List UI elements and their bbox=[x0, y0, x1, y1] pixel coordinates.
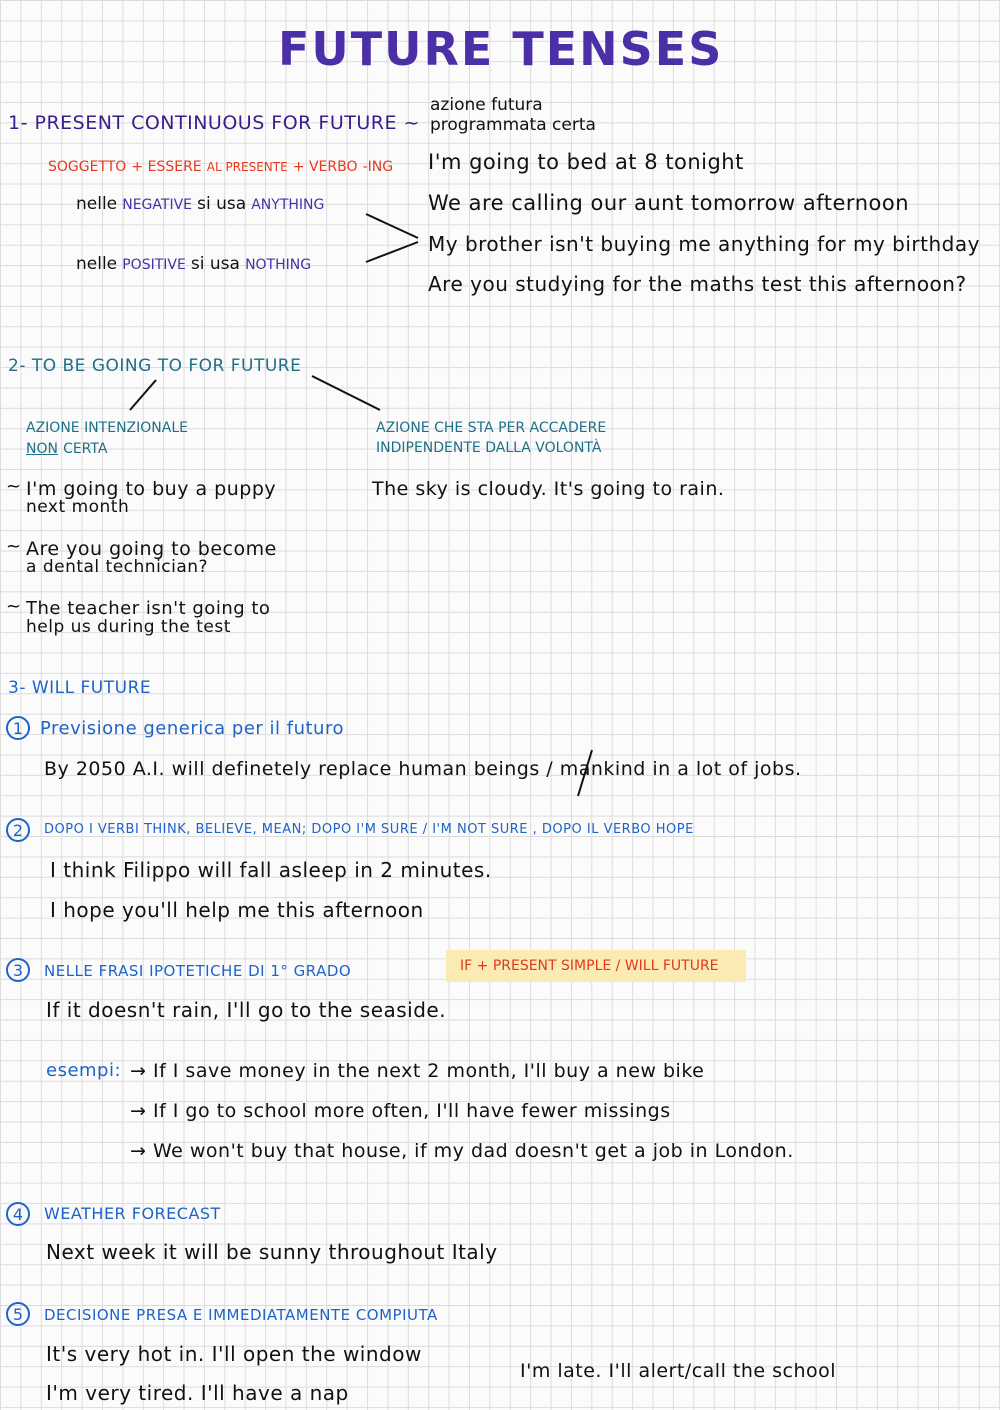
esempi-label: esempi: bbox=[46, 1060, 122, 1081]
bullet-icon: ~ bbox=[6, 476, 22, 497]
will-item-5-label: DECISIONE PRESA E IMMEDIATAMENTE COMPIUTA bbox=[44, 1306, 438, 1324]
esempi-example-2: → If I go to school more often, I'll have fewer missings bbox=[130, 1100, 671, 1122]
left-label-certa: CERTA bbox=[63, 441, 108, 457]
going-to-example-2-line2: a dental technician? bbox=[26, 557, 209, 577]
number-5-icon: 5 bbox=[6, 1302, 30, 1326]
formula-essere: + ESSERE bbox=[131, 159, 202, 175]
will-item-5-example-2: I'm very tired. I'll have a nap bbox=[46, 1381, 349, 1405]
bullet-icon: ~ bbox=[6, 596, 22, 617]
will-item-3-label: NELLE FRASI IPOTETICHE DI 1° GRADO bbox=[44, 962, 352, 980]
negative-rule-middle: si usa bbox=[197, 194, 247, 214]
if-will-rule-highlight: IF + PRESENT SIMPLE / WILL FUTURE bbox=[446, 950, 746, 982]
right-branch-line bbox=[312, 376, 380, 410]
negative-rule-prefix: nelle bbox=[76, 194, 118, 214]
number-4-icon: 4 bbox=[6, 1202, 30, 1226]
human-mankind-slash bbox=[578, 750, 592, 796]
section-1-example-2: We are calling our aunt tomorrow afternoon bbox=[428, 191, 910, 215]
formula-ing: -ING bbox=[362, 159, 394, 175]
positive-rule-middle: si usa bbox=[190, 254, 240, 274]
number-1-icon: 1 bbox=[6, 716, 30, 740]
going-to-example-3-line1: The teacher isn't going to bbox=[26, 598, 271, 619]
section-3-heading: 3- WILL FUTURE bbox=[8, 678, 152, 698]
formula-verbo: + VERBO bbox=[292, 159, 358, 175]
will-item-4-example: Next week it will be sunny throughout Italy bbox=[46, 1240, 498, 1264]
will-item-5-example-1: It's very hot in. I'll open the window bbox=[46, 1342, 422, 1366]
right-label-line2: INDIPENDENTE DALLA VOLONTÀ bbox=[376, 440, 602, 456]
will-item-2-label: DOPO I VERBI THINK, BELIEVE, MEAN; DOPO I'M SURE / I'M NOT SURE , DOPO IL VERBO HOPE bbox=[44, 822, 694, 837]
number-2-icon: 2 bbox=[6, 818, 30, 842]
formula-subject: SOGGETTO bbox=[48, 159, 127, 175]
section-1-note-line1: azione futura bbox=[430, 95, 543, 115]
section-1-note-line2: programmata certa bbox=[430, 115, 596, 135]
section-1-example-4: Are you studying for the maths test this afternoon? bbox=[428, 272, 967, 296]
esempi-example-3: → We won't buy that house, if my dad doesn't get a job in London. bbox=[130, 1140, 794, 1162]
positive-connector-line bbox=[366, 242, 418, 262]
bullet-icon: ~ bbox=[6, 536, 22, 557]
positive-keyword: POSITIVE bbox=[122, 257, 186, 273]
going-to-example-2-line1: Are you going to become bbox=[26, 538, 277, 560]
going-to-right-example: The sky is cloudy. It's going to rain. bbox=[372, 478, 725, 500]
will-item-5-side-example: I'm late. I'll alert/call the school bbox=[520, 1360, 837, 1382]
section-1-heading: 1- PRESENT CONTINUOUS FOR FUTURE ~ bbox=[8, 112, 420, 134]
going-to-example-1-line1: I'm going to buy a puppy bbox=[26, 478, 277, 500]
will-item-1-label: Previsione generica per il futuro bbox=[40, 718, 344, 739]
formula-presente: AL PRESENTE bbox=[206, 160, 288, 174]
positive-word: NOTHING bbox=[245, 257, 312, 273]
left-branch-line bbox=[130, 380, 156, 410]
will-item-2-example-2: I hope you'll help me this afternoon bbox=[50, 898, 424, 922]
right-label-line1: AZIONE CHE STA PER ACCADERE bbox=[376, 420, 607, 436]
will-item-3-example: If it doesn't rain, I'll go to the seaside. bbox=[46, 998, 447, 1022]
positive-rule-prefix: nelle bbox=[76, 254, 118, 274]
will-item-1-example: By 2050 A.I. will definetely replace human beings / mankind in a lot of jobs. bbox=[44, 758, 802, 780]
left-label-line1: AZIONE INTENZIONALE bbox=[26, 420, 188, 436]
negative-connector-line bbox=[366, 214, 418, 238]
going-to-example-3-line2: help us during the test bbox=[26, 617, 231, 637]
will-item-4-label: WEATHER FORECAST bbox=[44, 1204, 221, 1223]
number-3-icon: 3 bbox=[6, 958, 30, 982]
negative-keyword: NEGATIVE bbox=[122, 197, 192, 213]
section-1-example-3: My brother isn't buying me anything for my birthday bbox=[428, 232, 980, 256]
section-2-heading: 2- TO BE GOING TO FOR FUTURE bbox=[8, 356, 302, 376]
going-to-example-1-line2: next month bbox=[26, 497, 130, 517]
left-label-non: NON bbox=[26, 441, 58, 457]
esempi-example-1: → If I save money in the next 2 month, I'll buy a new bike bbox=[130, 1060, 705, 1082]
page-title: FUTURE TENSES bbox=[278, 22, 724, 76]
section-1-example-1: I'm going to bed at 8 tonight bbox=[428, 150, 744, 174]
will-item-2-example-1: I think Filippo will fall asleep in 2 minutes. bbox=[50, 858, 492, 882]
negative-word: ANYTHING bbox=[251, 197, 325, 213]
